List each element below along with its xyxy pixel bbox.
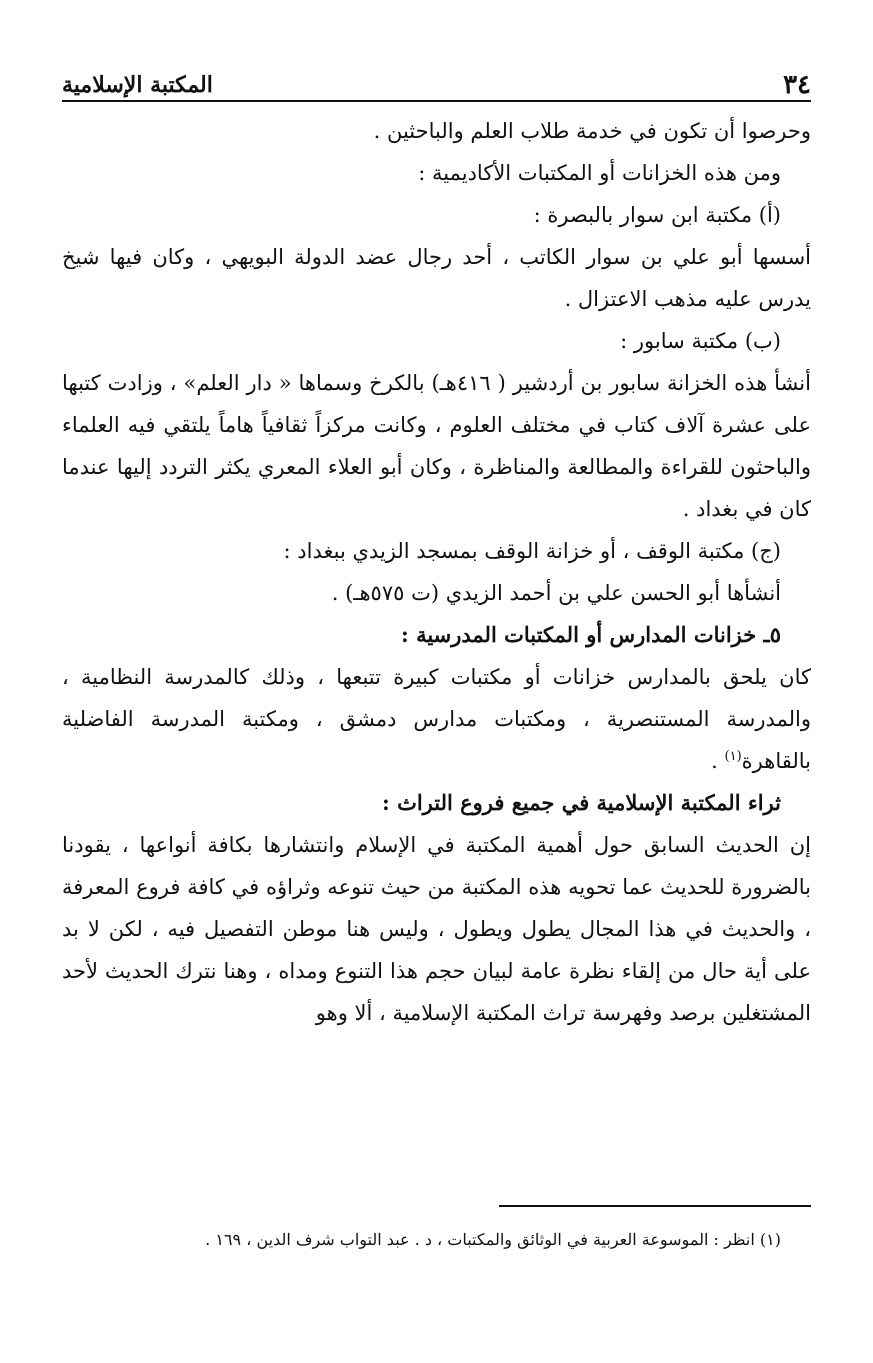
section-heading-school-libraries: ٥ـ خزانات المدارس أو المكتبات المدرسية : bbox=[401, 622, 781, 647]
paragraph-10-end: . bbox=[711, 749, 725, 773]
footnote: (١) انظر : الموسوعة العربية في الوثائق والمكتبات ، د . عبد التواب شرف الدين ، ١٦٩ . bbox=[205, 1230, 781, 1249]
paragraph-1: وحرصوا أن تكون في خدمة طلاب العلم والباحثين . bbox=[373, 119, 811, 143]
subheading-sabur-library: (ب) مكتبة سابور : bbox=[620, 329, 781, 353]
subheading-waqf-library: (ج) مكتبة الوقف ، أو خزانة الوقف بمسجد الزيدي ببغداد : bbox=[283, 539, 781, 563]
paragraph-2: ومن هذه الخزانات أو المكتبات الأكاديمية : bbox=[418, 161, 781, 185]
subheading-ibn-sawwar-library: (أ) مكتبة ابن سوار بالبصرة : bbox=[533, 203, 781, 227]
footnote-divider bbox=[499, 1205, 811, 1207]
paragraph-12: إن الحديث السابق حول أهمية المكتبة في الإسلام وانتشارها بكافة أنواعها ، يقودنا بالضرورة للحديث عما تحويه هذه المكتبة من حيث تنوعه وثراؤه في كافة فروع المعرفة ، والحديث في هذا المجال يطول ويطول ، وليس هنا موطن التفصيل فيه ، لكن لا بد على أية حال من إلقاء نظرة عامة لبيان حجم هذا التنوع ومداه ، وهنا نترك الحديث لأحد المشتغلين برصد وفهرسة تراث المكتبة الإسلامية ، ألا وهو bbox=[62, 833, 811, 1025]
paragraph-10-text: كان يلحق بالمدارس خزانات أو مكتبات كبيرة تتبعها ، وذلك كالمدرسة النظامية ، والمدرسة المستنصرية ، ومكتبات مدارس دمشق ، ومكتبة المدرسة الفاضلية بالقاهرة bbox=[62, 665, 811, 773]
paragraph-8: أنشأها أبو الحسن علي بن أحمد الزيدي (ت ٥٧٥هـ) . bbox=[331, 581, 781, 605]
section-heading-heritage-wealth: ثراء المكتبة الإسلامية في جميع فروع التراث : bbox=[382, 790, 781, 815]
footnote-reference[interactable]: (١) bbox=[724, 749, 742, 764]
running-title: المكتبة الإسلامية bbox=[62, 72, 213, 98]
paragraph-4: أسسها أبو علي بن سوار الكاتب ، أحد رجال عضد الدولة البويهي ، وكان فيها شيخ يدرس عليه مذهب الاعتزال . bbox=[62, 245, 811, 311]
paragraph-6: أنشأ هذه الخزانة سابور بن أردشير ( ٤١٦هـ) بالكرخ وسماها « دار العلم» ، وزادت كتبها على عشرة آلاف كتاب في مختلف العلوم ، وكانت مركزاً ثقافياً هاماً يلتقي فيه العلماء والباحثون للقراءة والمطالعة والمناظرة ، وكان أبو العلاء المعري يكثر التردد إليها عندما كان في بغداد . bbox=[62, 371, 811, 521]
paragraph-10 bbox=[62, 656, 811, 782]
page-header bbox=[62, 66, 811, 102]
body-text bbox=[62, 110, 811, 1034]
page-number: ٣٤ bbox=[783, 70, 811, 100]
